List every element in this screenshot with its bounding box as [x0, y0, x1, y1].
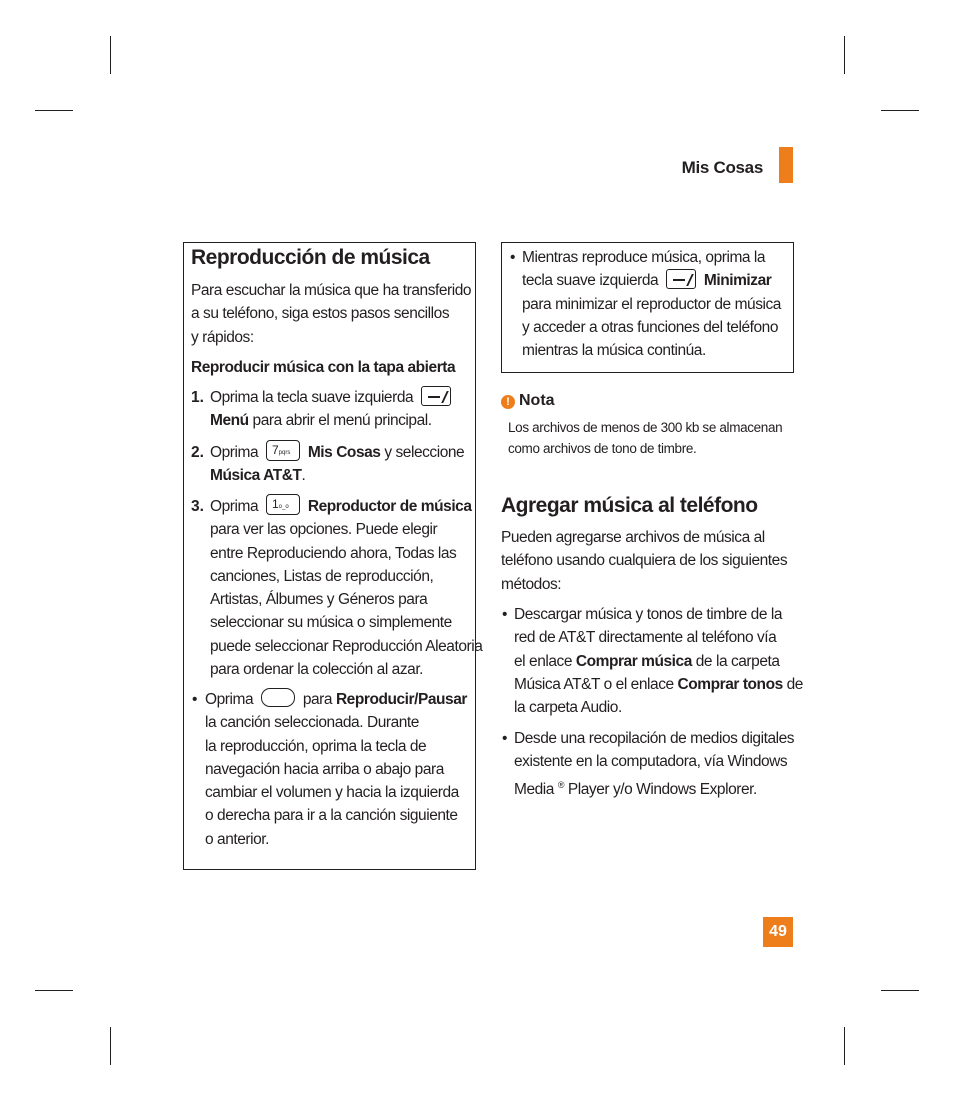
- ok-key-icon: [261, 688, 295, 707]
- crop-mark: [35, 110, 73, 111]
- section-heading-playback: Reproducción de música: [191, 246, 430, 269]
- note-text: Los archivos de menos de 300 kb se almacenan como archivos de tono de timbre.: [508, 420, 783, 456]
- crop-mark: [881, 990, 919, 991]
- crop-mark: [110, 1027, 111, 1065]
- step-number: 1.: [191, 389, 204, 406]
- step-1: Oprima la tecla suave izquierda Menú para abrir el menú principal.: [210, 386, 455, 433]
- bullet-mark: •: [502, 730, 508, 747]
- bullet-mark: •: [192, 691, 198, 708]
- step-3: Oprima 1o_o Reproductor de música para ver las opciones. Puede elegir entre Reproduciendo ahora, Todas las canciones, Listas de reproducción, Artistas, Álbumes y Géneros para seleccionar su música o simplemente puede seleccionar Reproducción Aleatoria para ordenar la colección al azar.: [210, 495, 482, 681]
- section-heading-add-music: Agregar música al teléfono: [501, 494, 758, 517]
- computer-bullet: Desde una recopilación de medios digitales existente en la computadora, vía Windows Media ® Player y/o Windows Explorer.: [514, 730, 795, 798]
- step-number: 3.: [191, 498, 204, 515]
- bullet-mark: •: [502, 606, 508, 623]
- crop-mark: [881, 110, 919, 111]
- buy-tones-link-label: Comprar tonos: [677, 675, 783, 693]
- note-heading: ! Nota: [501, 392, 555, 410]
- alert-icon: !: [501, 395, 515, 409]
- key-1-icon: 1o_o: [266, 494, 300, 515]
- crop-mark: [844, 36, 845, 74]
- subheading-open-flip: Reproducir música con la tapa abierta: [191, 359, 456, 376]
- section-tab: [779, 147, 793, 183]
- page-number: 49: [763, 917, 793, 947]
- crop-mark: [844, 1027, 845, 1065]
- left-soft-key-icon: [666, 269, 696, 289]
- step-2: Oprima 7pqrs Mis Cosas y seleccione Música AT&T.: [210, 441, 464, 488]
- section-title: Mis Cosas: [681, 158, 763, 177]
- step-number: 2.: [191, 444, 204, 461]
- bullet-mark: •: [510, 249, 516, 266]
- crop-mark: [110, 36, 111, 74]
- playback-intro: Para escuchar la música que ha transferido a su teléfono, siga estos pasos sencillos y rápidos:: [191, 282, 472, 346]
- key-7-icon: 7pqrs: [266, 440, 300, 461]
- left-soft-key-icon: [421, 386, 451, 406]
- add-music-intro: Pueden agregarse archivos de música al teléfono usando cualquiera de los siguientes métodos:: [501, 529, 788, 593]
- download-bullet: Descargar música y tonos de timbre de la red de AT&T directamente al teléfono vía el enlace Comprar música de la carpeta Música AT&T o el enlace Comprar tonos de la carpeta Audio.: [514, 606, 803, 717]
- crop-mark: [35, 990, 73, 991]
- buy-music-link-label: Comprar música: [575, 652, 692, 670]
- minimize-bullet: Mientras reproduce música, oprima la tecla suave izquierda Minimizar para minimizar el reproductor de música y acceder a otras funciones del teléfono mientras la música continúa.: [522, 249, 781, 360]
- play-pause-bullet: Oprima para Reproducir/Pausar la canción seleccionada. Durante la reproducción, oprima la tecla de navegación hacia arriba o abajo para cambiar el volumen y hacia la izquierda o derecha para ir a la canción siguiente o anterior.: [205, 688, 467, 851]
